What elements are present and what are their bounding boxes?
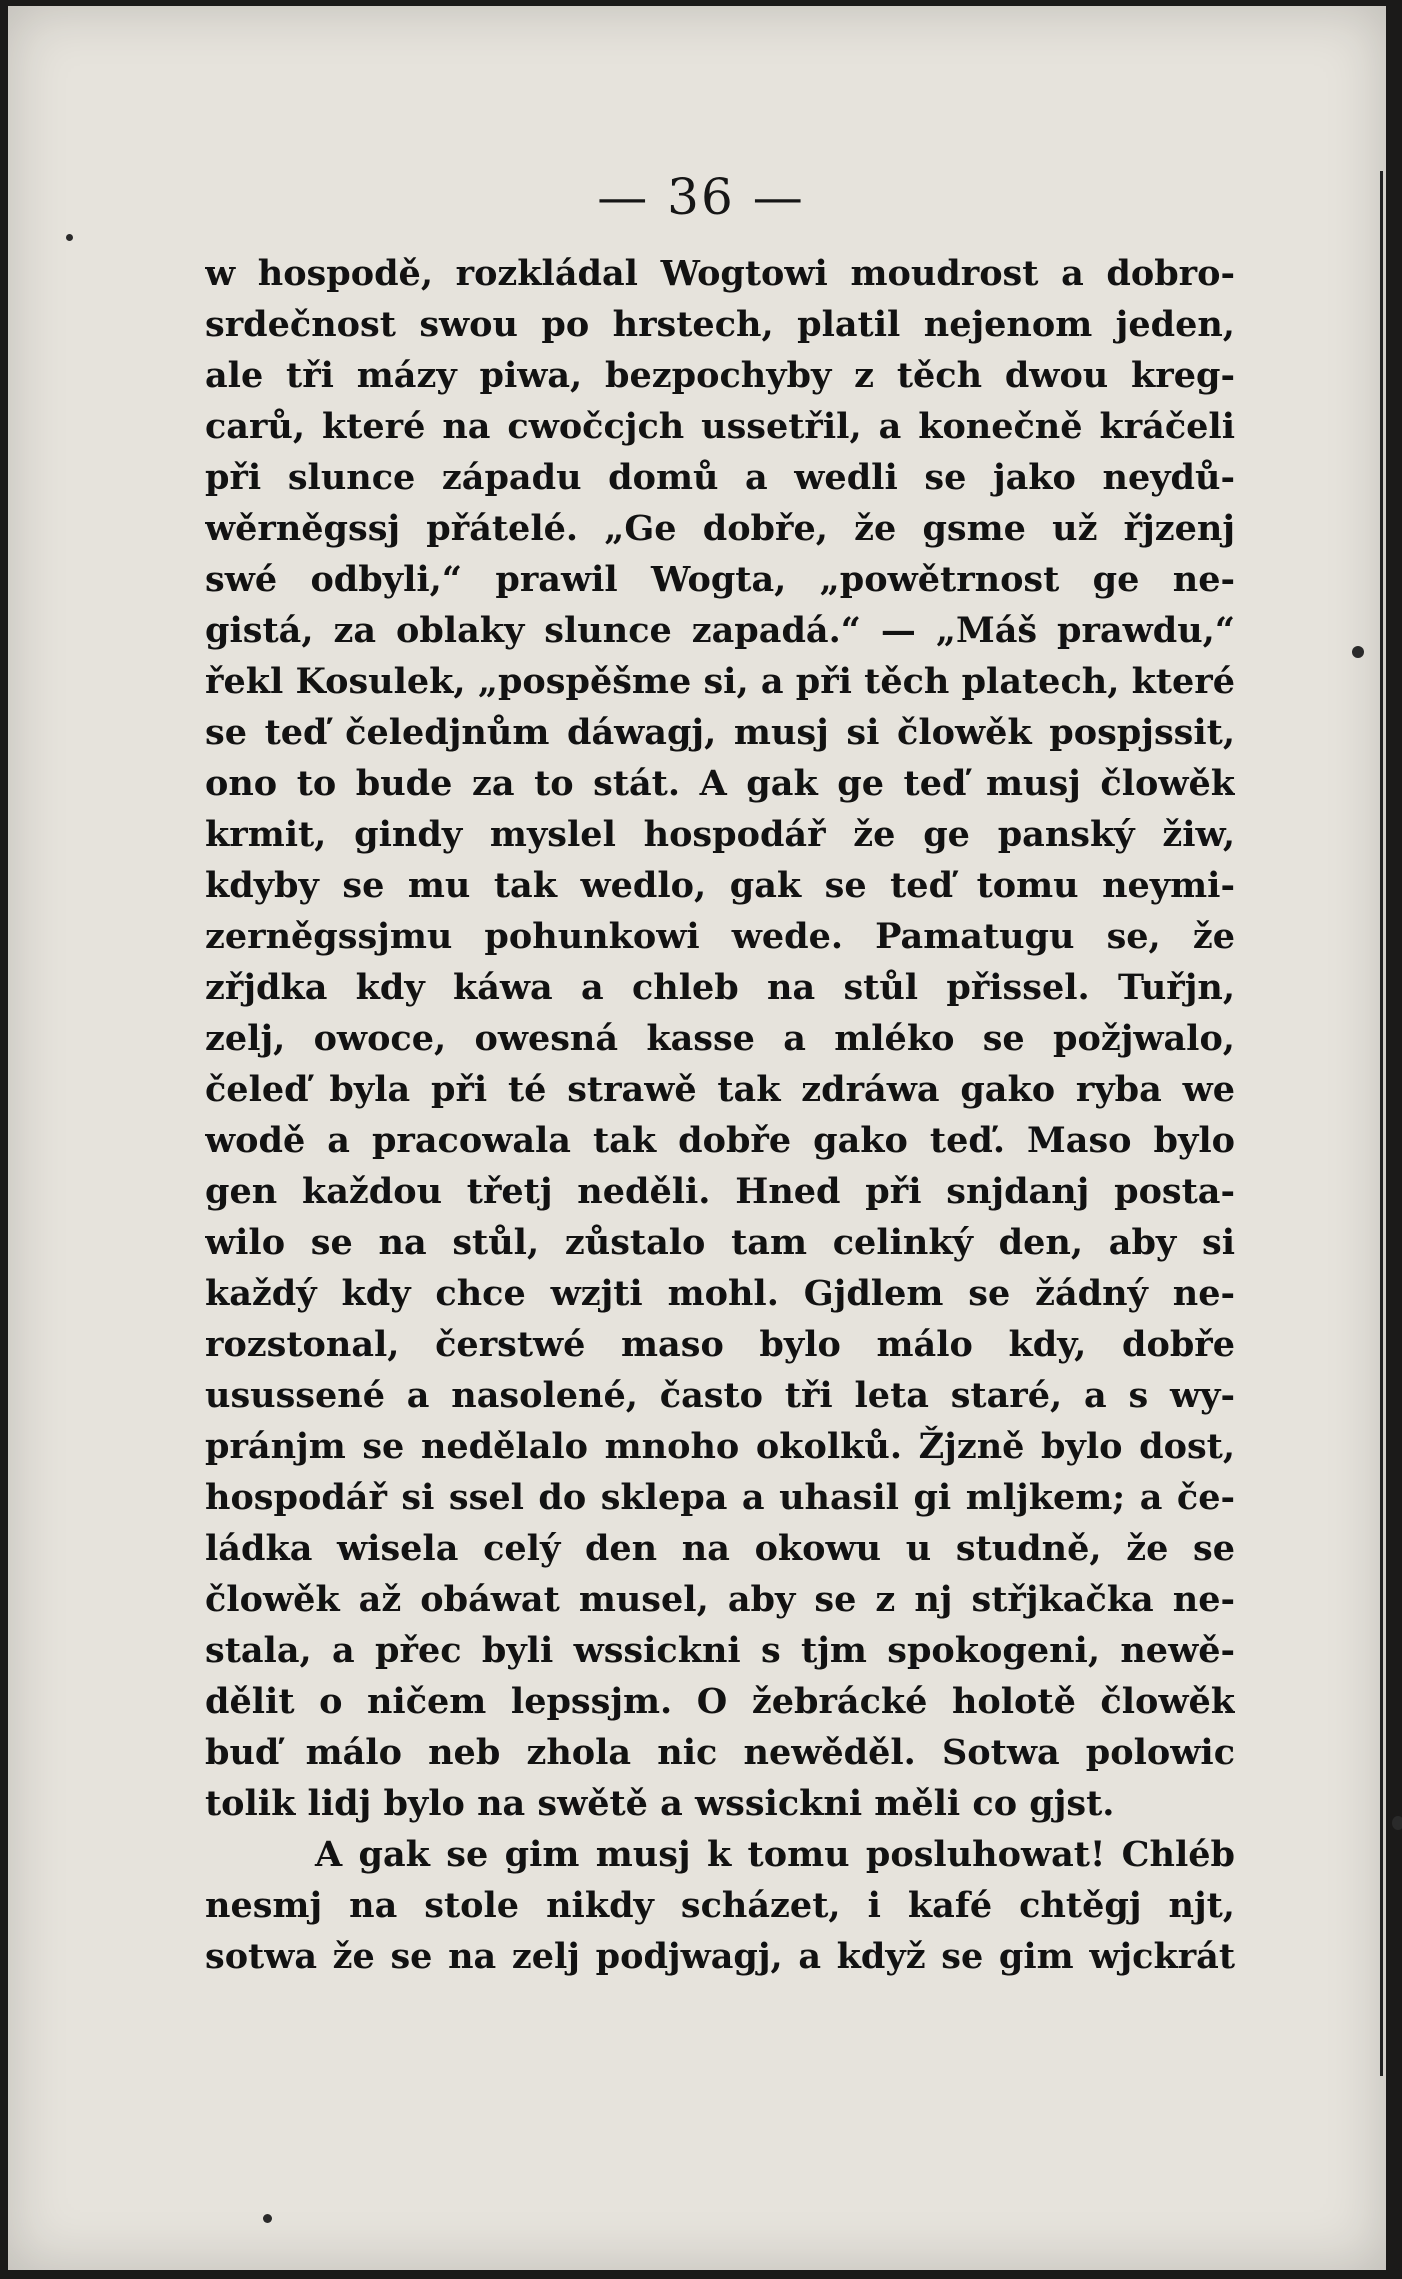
text-line: sotwa že se na zelj podjwagj, a když se gim wjckrát — [205, 1936, 1235, 1977]
text-line: wilo se na stůl, zůstalo tam celinký den, aby si — [205, 1222, 1235, 1263]
text-line: člowěk až obáwat musel, aby se z nj střjkačka ne- — [205, 1579, 1235, 1620]
text-line: dělit o ničem lepssjm. O žebrácké holotě člowěk — [205, 1681, 1235, 1722]
text-line: wěrněgssj přátelé. „Ge dobře, že gsme už řjzenj — [205, 508, 1235, 549]
text-line: každý kdy chce wzjti mohl. Gjdlem se žádný ne- — [205, 1273, 1235, 1314]
text-line: A gak se gim musj k tomu posluhowat! Chléb — [315, 1834, 1235, 1875]
text-line: krmit, gindy myslel hospodář že ge panský žiw, — [205, 814, 1235, 855]
ink-speck — [263, 2214, 272, 2223]
text-line: čeleď byla při té strawě tak zdráwa gako ryba we — [205, 1069, 1235, 1110]
text-line: nesmj na stole nikdy scházet, i kafé chtěgj njt, — [205, 1885, 1235, 1926]
text-line: tolik lidj bylo na swětě a wssickni měli co gjst. — [205, 1783, 1115, 1824]
ink-speck — [66, 234, 73, 241]
text-line: při slunce západu domů a wedli se jako neydů- — [205, 457, 1235, 498]
text-line: rozstonal, čerstwé maso bylo málo kdy, dobře — [205, 1324, 1235, 1365]
text-line: gistá, za oblaky slunce zapadá.“ — „Máš prawdu,“ — [205, 610, 1235, 651]
text-line: zelj, owoce, owesná kasse a mléko se požjwalo, — [205, 1018, 1235, 1059]
text-line: zřjdka kdy káwa a chleb na stůl přissel. Tuřjn, — [205, 967, 1235, 1008]
text-line: usussené a nasolené, často tři leta staré, a s wy- — [205, 1375, 1235, 1416]
text-line: wodě a pracowala tak dobře gako teď. Maso bylo — [205, 1120, 1235, 1161]
text-line: w hospodě, rozkládal Wogtowi moudrost a dobro- — [205, 253, 1235, 294]
page-number: — 36 — — [597, 168, 805, 226]
text-line: pránjm se nedělalo mnoho okolků. Žjzně bylo dost, — [205, 1426, 1235, 1467]
text-line: řekl Kosulek, „pospěšme si, a při těch platech, které — [205, 661, 1235, 702]
text-line: gen každou třetj neděli. Hned při snjdanj posta- — [205, 1171, 1235, 1212]
text-line: ale tři mázy piwa, bezpochyby z těch dwou kreg- — [205, 355, 1235, 396]
text-line: ono to bude za to stát. A gak ge teď musj člowěk — [205, 763, 1235, 804]
text-line: swé odbyli,“ prawil Wogta, „powětrnost ge ne- — [205, 559, 1235, 600]
text-line: se teď čeledjnům dáwagj, musj si člowěk pospjssit, — [205, 712, 1235, 753]
text-line: stala, a přec byli wssickni s tjm spokogeni, newě- — [205, 1630, 1235, 1671]
ink-speck — [1392, 1816, 1402, 1830]
page-edge-rule — [1380, 171, 1383, 2076]
text-line: hospodář si ssel do sklepa a uhasil gi mljkem; a če- — [205, 1477, 1235, 1518]
ink-speck — [1352, 646, 1364, 658]
text-line: carů, které na cwočcjch ussetřil, a konečně kráčeli — [205, 406, 1235, 447]
body-text — [205, 248, 1235, 1982]
text-line: buď málo neb zhola nic newěděl. Sotwa polowic — [205, 1732, 1235, 1773]
text-line: srdečnost swou po hrstech, platil nejenom jeden, — [205, 304, 1235, 345]
text-line: zerněgssjmu pohunkowi wede. Pamatugu se, že — [205, 916, 1235, 957]
text-line: ládka wisela celý den na okowu u studně, že se — [205, 1528, 1235, 1569]
text-line: kdyby se mu tak wedlo, gak se teď tomu neymi- — [205, 865, 1235, 906]
